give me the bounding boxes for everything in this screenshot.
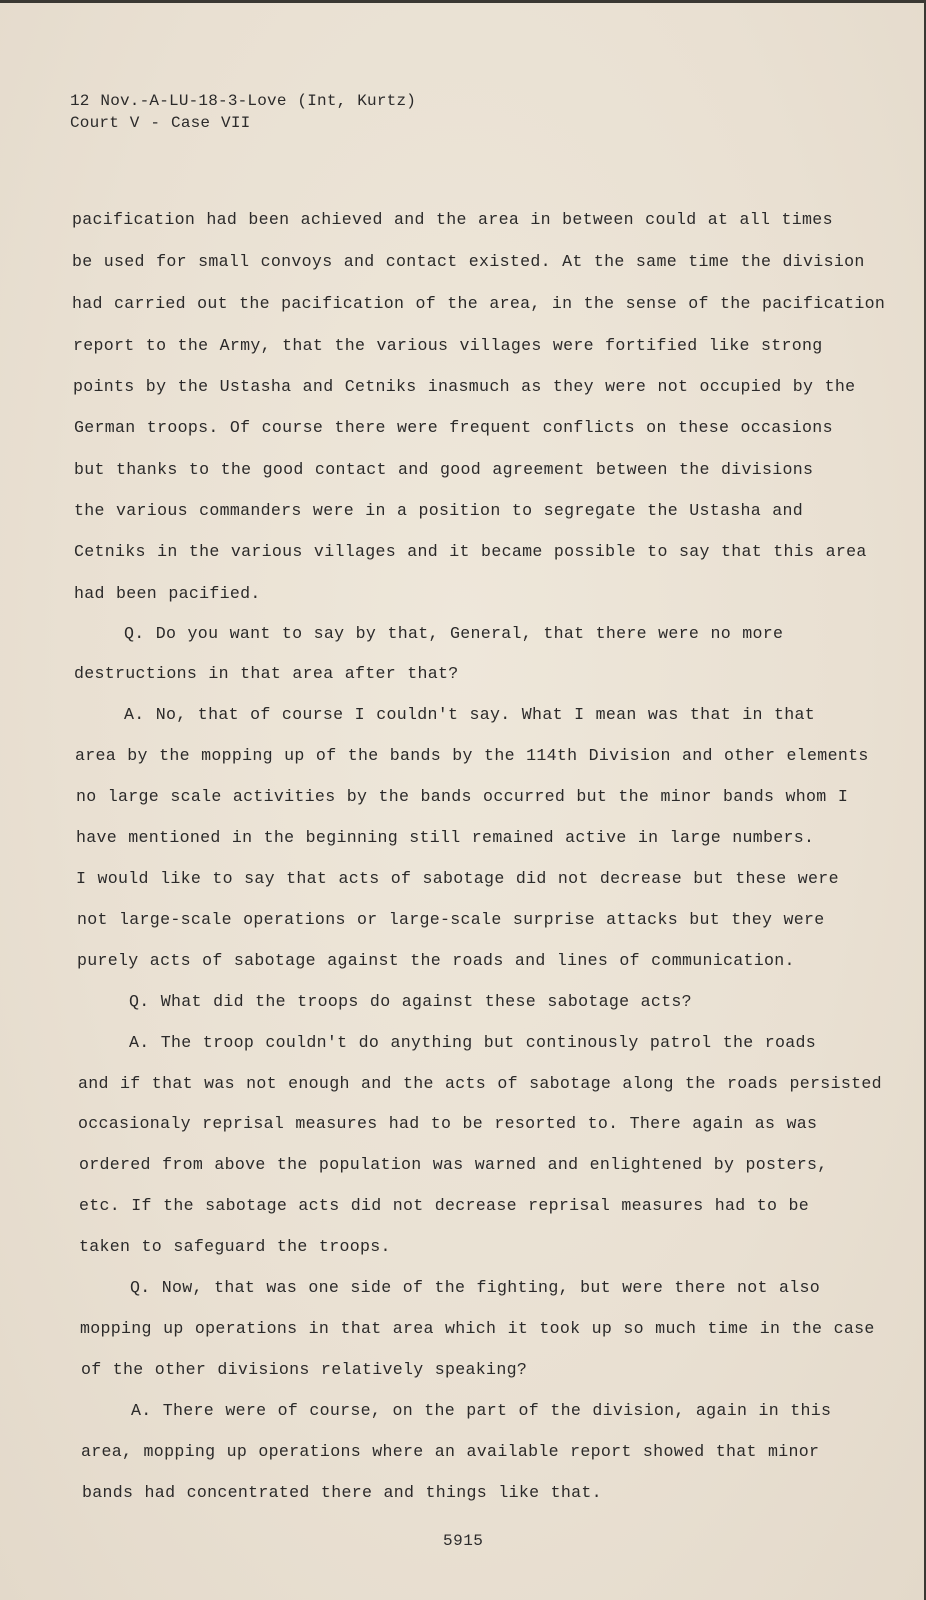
transcript-line: report to the Army, that the various villages were fortified like strong	[73, 336, 823, 355]
transcript-line: and if that was not enough and the acts of sabotage along the roads persisted	[78, 1074, 882, 1093]
transcript-line: purely acts of sabotage against the roads and lines of communication.	[77, 951, 795, 970]
question-line: Q. What did the troops do against these sabotage acts?	[129, 992, 692, 1011]
transcript-line: mopping up operations in that area which it took up so much time in the case	[80, 1319, 875, 1338]
transcript-line: no large scale activities by the bands occurred but the minor bands whom I	[76, 787, 849, 806]
page-number: 5915	[443, 1532, 484, 1550]
header-reference: 12 Nov.-A-LU-18-3-Love (Int, Kurtz)	[70, 92, 417, 110]
answer-line: A. No, that of course I couldn't say. What I mean was that in that	[124, 705, 816, 724]
header-court-case: Court V - Case VII	[70, 114, 251, 132]
transcript-line: not large-scale operations or large-scale surprise attacks but they were	[77, 910, 825, 929]
transcript-line: had carried out the pacification of the area, in the sense of the pacification	[72, 294, 886, 313]
transcript-line: points by the Ustasha and Cetniks inasmuch as they were not occupied by the	[73, 377, 856, 396]
question-line: Q. Do you want to say by that, General, that there were no more	[124, 624, 784, 643]
transcript-line: area, mopping up operations where an available report showed that minor	[81, 1442, 820, 1461]
transcript-line: I would like to say that acts of sabotage did not decrease but these were	[76, 869, 839, 888]
transcript-line: pacification had been achieved and the area in between could at all times	[72, 210, 833, 229]
answer-line: A. There were of course, on the part of the division, again in this	[131, 1401, 832, 1420]
transcript-line: occasionaly reprisal measures had to be resorted to. There again as was	[78, 1114, 818, 1133]
transcript-line: but thanks to the good contact and good agreement between the divisions	[74, 460, 814, 479]
transcript-line: etc. If the sabotage acts did not decrease reprisal measures had to be	[79, 1196, 810, 1215]
transcript-line: have mentioned in the beginning still remained active in large numbers.	[76, 828, 815, 847]
question-line: Q. Now, that was one side of the fighting, but were there not also	[130, 1278, 821, 1297]
transcript-line: Cetniks in the various villages and it became possible to say that this area	[74, 542, 867, 561]
transcript-line: had been pacified.	[74, 584, 261, 603]
transcript-line: ordered from above the population was warned and enlightened by posters,	[79, 1155, 828, 1174]
transcript-line: taken to safeguard the troops.	[79, 1237, 391, 1256]
transcript-line: the various commanders were in a position to segregate the Ustasha and	[74, 501, 804, 520]
document-page	[0, 3, 924, 1600]
transcript-line: be used for small convoys and contact existed. At the same time the division	[72, 252, 865, 271]
transcript-line: German troops. Of course there were frequent conflicts on these occasions	[74, 418, 833, 437]
transcript-line: area by the mopping up of the bands by the 114th Division and other elements	[75, 746, 869, 765]
transcript-line: destructions in that area after that?	[74, 664, 459, 683]
transcript-line: bands had concentrated there and things like that.	[82, 1483, 602, 1502]
transcript-line: of the other divisions relatively speaking?	[81, 1360, 528, 1379]
answer-line: A. The troop couldn't do anything but continously patrol the roads	[129, 1033, 817, 1052]
